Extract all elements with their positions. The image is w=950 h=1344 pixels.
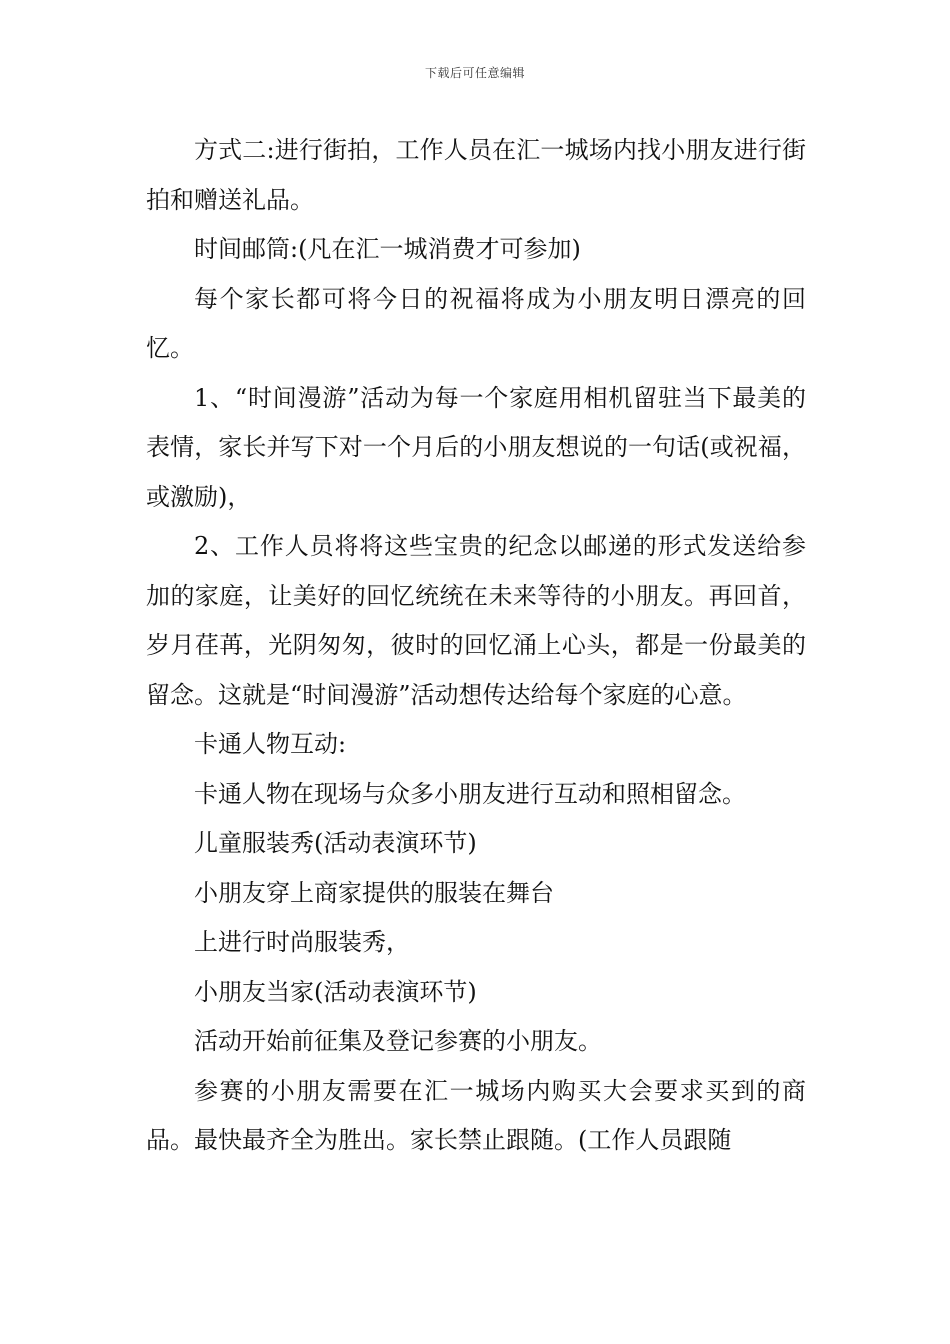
paragraph-kid-host-signup: 活动开始前征集及登记参赛的小朋友。 bbox=[194, 1027, 602, 1055]
paragraph-kid-host-rules: 参赛的小朋友需要在汇一城场内购买大会要求买到的商品。最快最齐全为胜出。家长禁止跟随。(工作人员跟随 bbox=[146, 1076, 806, 1154]
page-header-note: 下载后可任意编辑 bbox=[424, 66, 525, 80]
paragraph-kid-host-heading: 小朋友当家(活动表演环节) bbox=[194, 977, 477, 1006]
paragraph-time-mailbox-heading: 时间邮筒:(凡在汇一城消费才可参加) bbox=[194, 235, 581, 263]
paragraph-item-1: 1、“时间漫游”活动为每一个家庭用相机留驻当下最美的表情，家长并写下对一个月后的小朋友想说的一句话(或祝福，或激励)， bbox=[146, 383, 806, 511]
paragraph-fashion-show-line-1: 小朋友穿上商家提供的服装在舞台 bbox=[194, 878, 554, 907]
paragraph-item-2: 2、工作人员将将这些宝贵的纪念以邮递的形式发送给参加的家庭，让美好的回忆统统在未来等待的小朋友。再回首，岁月荏苒，光阴匆匆，彼时的回忆涌上心头，都是一份最美的留念。这就是“时间漫游”活动想传达给每个家庭的心意。 bbox=[146, 532, 806, 709]
paragraph-fashion-show-heading: 儿童服装秀(活动表演环节) bbox=[194, 829, 477, 857]
paragraph-street-photo: 方式二:进行街拍，工作人员在汇一城场内找小朋友进行街拍和赠送礼品。 bbox=[146, 136, 806, 214]
paragraph-fashion-show-line-2: 上进行时尚服装秀， bbox=[194, 928, 410, 956]
paragraph-cartoon-detail: 卡通人物在现场与众多小朋友进行互动和照相留念。 bbox=[194, 779, 746, 808]
document-body bbox=[146, 126, 806, 1166]
paragraph-cartoon-heading: 卡通人物互动: bbox=[194, 730, 347, 758]
paragraph-parent-blessing: 每个家长都可将今日的祝福将成为小朋友明日漂亮的回忆。 bbox=[146, 284, 806, 362]
